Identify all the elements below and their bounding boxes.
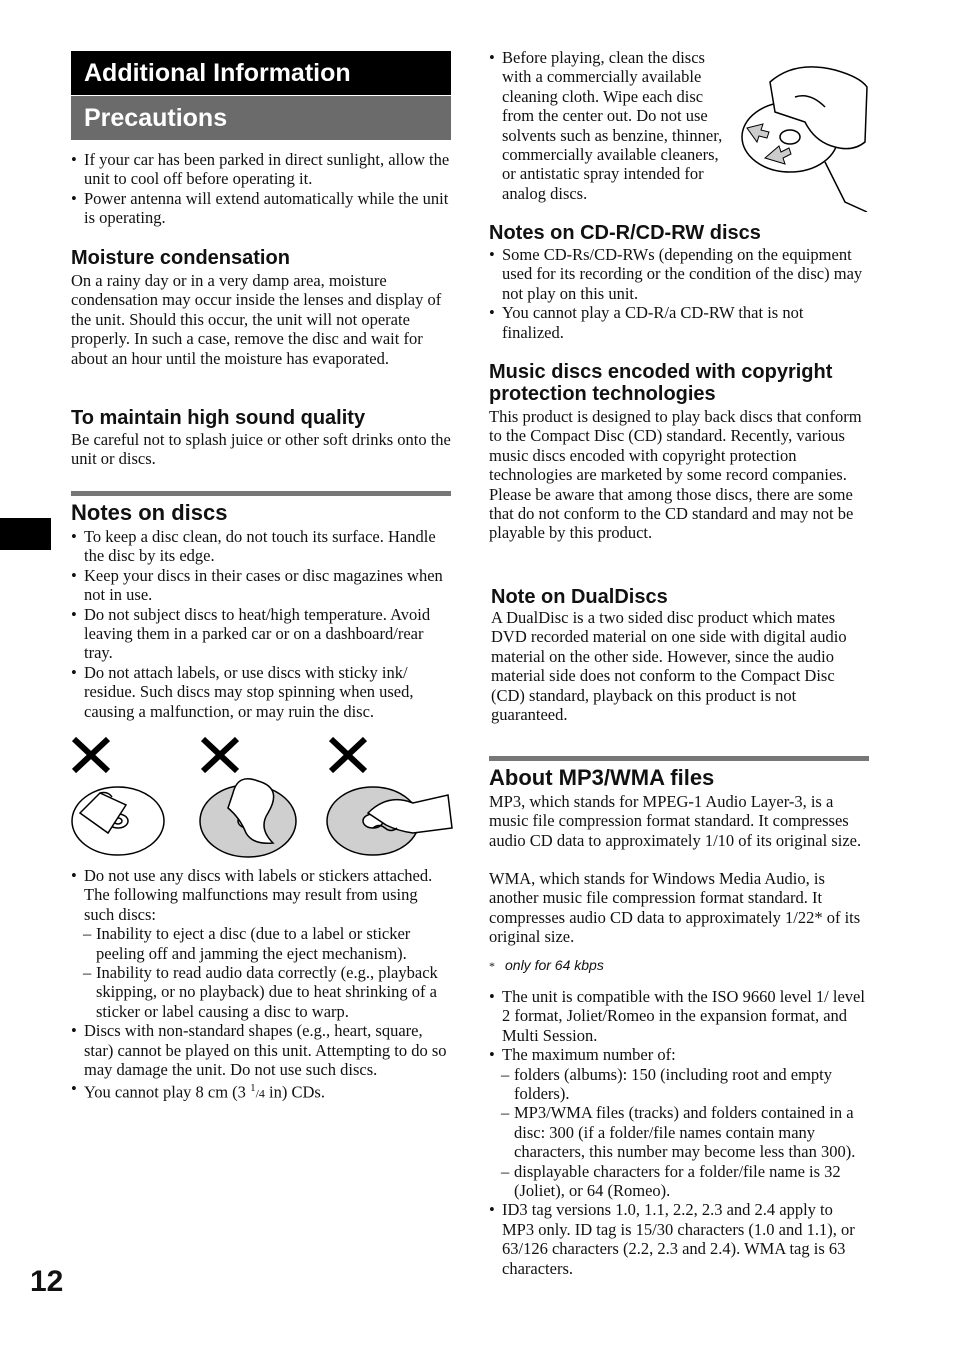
moisture-heading: Moisture condensation [71,247,290,269]
cross-icon [74,739,108,771]
clean-list [489,48,734,203]
list-item: • Do not attach labels, or use discs with sticky ink/ residue. Such discs may stop spinning when used, causing a malfunction, or may ruin the disc. [71,663,451,721]
list-item: • Keep your discs in their cases or disc magazines when not in use. [71,566,451,605]
copy-heading: Music discs encoded with copyright protection technologies [489,361,833,405]
list-item: • Discs with non-standard shapes (e.g., heart, square, star) cannot be played on this unit. Attempting to do so may damage the unit. Do not use such discs. [71,1021,451,1079]
mp3-text-1: MP3, which stands for MPEG-1 Audio Layer-3, is a music file compression format standard. It compresses audio CD data to approximately 1/10 of its original size. [489,792,862,850]
dual-heading: Note on DualDiscs [491,586,668,608]
list-item-text: You cannot play 8 cm (3 [84,1082,251,1102]
sub-list-item: – folders (albums): 150 (including root and empty folders). [489,1065,869,1104]
intro-list [71,150,451,228]
fraction-numerator: 1 [250,1082,256,1095]
disc-with-sticker-icon [200,779,296,857]
list-item: • Do not subject discs to heat/high temperature. Avoid leaving them in a parked car or on a dashboard/rear tray. [71,605,451,663]
list-item-text: in) CDs. [264,1082,325,1102]
list-item-text: Do not use any discs with labels or stickers attached. [84,866,433,885]
cdr-list [489,245,869,342]
disc-warning-illustrations [68,733,453,860]
page-number: 12 [30,1265,64,1298]
cross-icon [331,739,365,771]
list-item [71,1079,451,1104]
footnote-mark: * [489,959,495,973]
sub-list-item: – Inability to read audio data correctly (e.g., playback skipping, or no playback) due to heat shrinking of a sticker or label causing a disc to warp. [71,963,451,1021]
sub-list-item: – displayable characters for a folder/file name is 32 (Joliet), or 64 (Romeo). [489,1162,869,1201]
list-item: • If your car has been parked in direct sunlight, allow the unit to cool off before operating it. [71,150,451,189]
sub-list-item: – MP3/WMA files (tracks) and folders contained in a disc: 300 (if a folder/file names contain many characters, this number may become less than 300). [489,1103,869,1161]
discs-list [71,527,451,721]
section-rule [71,491,451,496]
section-rule [489,756,869,761]
quality-text: Be careful not to splash juice or other soft drinks onto the unit or discs. [71,430,451,469]
copy-text: This product is designed to play back discs that conform to the Compact Disc (CD) standard. Recently, various music discs encoded with copyright protection technologies are marketed by some record companies. Please be aware that among those discs, there are some that do not conform to the CD standard and may not be playable by this product. [489,407,862,543]
list-item: • To keep a disc clean, do not touch its surface. Handle the disc by its edge. [71,527,451,566]
footnote-text: only for 64 kbps [505,957,604,973]
dual-text: A DualDisc is a two sided disc product which mates DVD recorded material on one side with digital audio material on the other side. However, since the audio material side does not conform to the Compact Disc (CD) standard, playback on this product is not guaranteed. [491,608,847,725]
discs-heading: Notes on discs [71,500,228,525]
mp3-heading: About MP3/WMA files [489,765,715,790]
mp3-list [489,987,869,1278]
labels-section [71,866,451,1104]
fraction-denominator: /4 [255,1086,265,1101]
list-item-text: The maximum number of: [502,1045,676,1065]
list-item: • ID3 tag versions 1.0, 1.1, 2.2, 2.3 and 2.4 apply to MP3 only. ID tag is 15/30 characters (1.0 and 1.1), or 63/126 characters (2.2, 2.3 and 2.4). WMA tag is 63 characters. [489,1200,869,1278]
list-item-text: The following malfunctions may result from using such discs: [84,885,418,924]
disc-cleaning-illustration [735,62,870,212]
sub-list-item: – Inability to eject a disc (due to a label or sticker peeling off and jamming the eject mechanism). [71,924,451,963]
list-item: • You cannot play a CD-R/a CD-RW that is not finalized. [489,303,869,342]
cdr-heading: Notes on CD-R/CD-RW discs [489,222,761,244]
list-item: • The unit is compatible with the ISO 9660 level 1/ level 2 format, Joliet/Romeo in the expansion format, and Multi Session. [489,987,869,1045]
disc-with-label-icon [72,787,164,855]
moisture-text: On a rainy day or in a very damp area, moisture condensation may occur inside the lenses and display of the unit. Should this occur, the unit will not operate properly. In such a case, remove the disc and wait for about an hour until the moisture has evaporated. [71,271,442,368]
mp3-text-2: WMA, which stands for Windows Media Audio, is another music file compression format standard. It compresses audio CD data to approximately 1/22* of its original size. [489,869,861,947]
list-item: • Before playing, clean the discs with a commercially available cleaning cloth. Wipe each disc from the center out. Do not use solvents such as benzine, thinner, commercially available cleaners, or antistatic spray intended for analog discs. [489,48,734,203]
list-item [71,866,451,1021]
cross-icon [203,739,237,771]
list-item: • Some CD-Rs/CD-RWs (depending on the equipment used for its recording or the condition of the disc) may not play on this unit. [489,245,869,303]
disc-with-ink-icon [327,787,452,855]
section-tab [0,518,51,550]
footnote [489,957,869,975]
list-item: • Power antenna will extend automatically while the unit is operating. [71,189,451,228]
section-banner: Additional Information [71,51,451,95]
list-item [489,1045,869,1200]
quality-heading: To maintain high sound quality [71,407,366,429]
page-title: Precautions [71,96,451,140]
